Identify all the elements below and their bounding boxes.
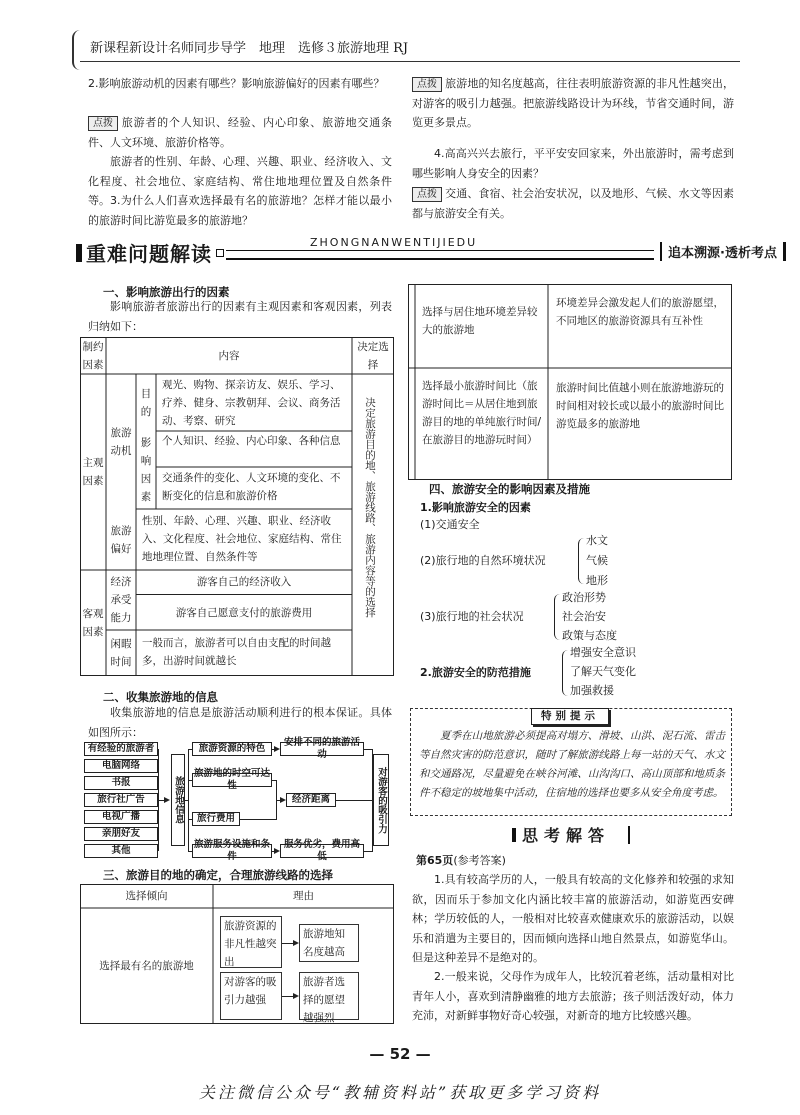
q2: 2.影响旅游动机的因素有哪些？影响旅游偏好的因素有哪些？	[88, 77, 385, 90]
pref-cell: 旅游偏好	[110, 524, 132, 555]
s4-i1: (1)交通安全	[420, 518, 480, 531]
subj-cell: 主观因素	[82, 457, 104, 487]
src-5: 亲朋好友	[84, 827, 158, 841]
r2-cell: 个人知识、经验、内心印象、各种信息	[162, 435, 341, 447]
influence-cell: 影响因素	[140, 437, 152, 503]
special-text: 夏季在山地旅游必须提高对塌方、滑坡、山洪、泥石流、雷击等自然灾害的防范意识，随时了解旅游线路上每一站的天气、水文和交通路况，尽量避免在峡谷河滩、山沟沟口、高山顶部和地质条件不稳定的坡地集中活动，住宿地的选择也要多从安全角度考虑。	[419, 730, 725, 799]
m2-out	[240, 819, 276, 820]
i2-item-2: 地形	[586, 574, 608, 587]
header-rule	[80, 61, 740, 62]
s4-i2: (2)旅行地的自然环境状况	[420, 554, 546, 567]
s3-row2r: 环境差异会激发起人们的旅游愿望，不同地区的旅游资源具有互补性	[556, 297, 724, 327]
s3-h2: 理由	[293, 890, 314, 902]
s4-sub2: 2.旅游安全的防范措施	[420, 666, 531, 679]
b3-box: 对游客的吸引力越强	[220, 972, 282, 1020]
result-box	[373, 754, 389, 846]
th-factor: 制约因素	[82, 341, 104, 371]
center-box	[171, 754, 185, 846]
brace-3	[562, 650, 568, 696]
rc-out	[364, 851, 372, 852]
mid-3: 旅游服务设施和条件	[193, 839, 270, 862]
a4	[412, 184, 734, 223]
mid-0: 旅游资源的特色	[192, 742, 272, 756]
tip-tag: 点拨	[88, 116, 118, 131]
center-label: 旅游地信息	[173, 776, 184, 824]
i2-item-0: 水文	[586, 534, 608, 547]
page-number: — 52 —	[369, 1045, 431, 1063]
special-title: 特别提示	[531, 708, 609, 725]
brace-2	[554, 594, 560, 640]
motive-cell: 旅游动机	[110, 426, 132, 457]
r1-cell: 观光、购物、探亲访友、娱乐、学习、疗养、健身、宗教朝拜、会议、商务活动、考察、研究	[162, 379, 341, 427]
r-b-box: 经济距离	[286, 793, 336, 807]
obj-cell: 客观因素	[82, 608, 104, 638]
banner-pinyin: ZHONGNANWENTIJIEDU	[306, 236, 481, 249]
a2b: 旅游者的性别、年龄、心理、兴趣、职业、经济收入、文化程度、社会地位、家庭结构、常住地地理位置及自然条件等。	[88, 155, 392, 207]
econ-cell: 经济承受能力	[110, 576, 132, 624]
header-title: 新课程新设计名师同步导学 地理 选修３旅游地理 RJ	[90, 41, 409, 56]
econ1-cell: 游客自己的经济收入	[196, 576, 292, 588]
ra-out	[364, 749, 372, 750]
i2-item-1: 气候	[586, 554, 608, 567]
factor-table	[80, 337, 394, 676]
r3-cell: 交通条件的变化、人文环境的变化、不断变化的信息和旅游价格	[162, 472, 341, 502]
m1-out	[272, 780, 276, 781]
src-6: 其他	[84, 844, 158, 858]
banner-line-bottom	[226, 258, 654, 260]
s3-h1: 选择倾向	[125, 890, 168, 902]
tip-tag-3: 点拨	[412, 187, 442, 202]
b4-box: 旅游者选择的愿望越强烈	[299, 972, 359, 1020]
s2-title: 二、收集旅游地的信息	[103, 690, 218, 704]
a2	[88, 113, 392, 152]
banner-marker	[76, 244, 82, 262]
i3-item-0: 政治形势	[562, 591, 606, 604]
result-label: 对游客的吸引力	[376, 766, 387, 834]
banner-title: 重难问题解读	[86, 242, 212, 266]
r-c-box: 服务优劣，费用高低	[280, 844, 364, 858]
src-arrow	[164, 797, 170, 803]
s1-title: 一、影响旅游出行的因素	[103, 285, 230, 299]
think-banner	[512, 822, 632, 846]
think-note: (参考答案)	[453, 854, 506, 867]
think-marker	[512, 828, 516, 842]
b3-arrow	[293, 993, 299, 999]
page-no-text: 52	[389, 1045, 411, 1063]
center-out	[185, 800, 189, 801]
think-title: 思考解答	[522, 826, 611, 845]
econ2-cell: 游客自己愿意支付的旅游费用	[175, 606, 313, 619]
leisure1-cell: 一般而言，旅游者可以自由支配的时间越多，出游时间就越长	[142, 637, 331, 667]
tip-tag-2: 点拨	[412, 77, 442, 92]
a3-text: 旅游地的知名度越高，往往表明旅游资源的非凡性越突出，对游客的吸引力越强。把旅游线路设计为环线，节省交通时间，游览更多景点。	[412, 77, 734, 129]
dest-table-right	[408, 284, 732, 480]
think-p1: 1.具有较高学历的人，一般具有较高的文化修养和较强的求知欲，因而乐于参加文化内涵比较丰富的旅游活动，如游览西安碑林；学历较低的人，一般相对比较喜欢健康欢乐的旅游活动，以娱乐和消遣为主要目的，因而倾向选择山地自然景点，如游览华山。但是这种差异不是绝对的。	[412, 873, 734, 964]
src-1: 电脑网络	[84, 759, 158, 773]
decide-cell: 决定旅游目的地、旅游线路、旅游内容等的选择	[364, 397, 376, 618]
banner-line-top	[226, 250, 654, 251]
info-diagram	[80, 737, 394, 862]
mid-1: 旅游地的时空可达性	[193, 768, 270, 791]
r-a-box: 安排不同的旅游活动	[280, 742, 364, 756]
s3-row3: 选择最小旅游时间比（旅游时间比＝从居住地到旅游目的地的单纯旅行时间/在旅游目的地游玩时间）	[422, 380, 542, 446]
banner-right: 追本溯源·透析考点	[660, 242, 786, 261]
src-2: 书报	[84, 776, 158, 790]
rb-out	[336, 800, 372, 801]
r4-cell: 性别、年龄、心理、兴趣、职业、经济收入、文化程度、社会地位、家庭结构、常住地地理位置、自然条件等	[142, 515, 342, 563]
q4: 4.高高兴兴去旅行，平平安安回家来，外出旅游时，需考虑到哪些影响人身安全的因素？	[412, 147, 734, 180]
a2-text: 旅游者的个人知识、经验、内心印象、旅游地交通条件、人文环境、旅游价格等。	[88, 116, 392, 149]
th-decide: 决定选择	[357, 341, 389, 371]
leisure-cell: 闲暇时间	[110, 638, 132, 668]
i3-item-1: 社会治安	[562, 610, 606, 623]
s2-intro: 收集旅游地的信息是旅游活动顺利进行的根本保证。具体如图所示：	[88, 706, 392, 739]
q3: 3.为什么人们喜欢选择最有名的旅游地？怎样才能以最小的旅游时间比游览最多的旅游地？	[88, 194, 392, 227]
s4-title: 四、旅游安全的影响因素及措施	[429, 482, 590, 496]
a4-text: 交通、食宿、社会治安状况，以及地形、气候、水文等因素都与旅游安全有关。	[412, 187, 734, 220]
i4-item-0: 增强安全意识	[570, 646, 636, 659]
s4-i3: (3)旅行地的社会状况	[420, 610, 524, 623]
s3-title: 三、旅游目的地的确定，合理旅游线路的选择	[103, 868, 333, 882]
i3-item-2: 政策与态度	[562, 629, 617, 642]
think-page	[416, 852, 506, 868]
s3-row1: 选择最有名的旅游地	[99, 960, 194, 972]
i4-item-1: 了解天气变化	[570, 665, 636, 678]
b2-box: 旅游地知名度越高	[299, 924, 359, 962]
b1-arrow	[293, 940, 299, 946]
src-4: 电视广播	[84, 810, 158, 824]
banner-bar	[216, 249, 224, 257]
b1-box: 旅游资源的非凡性越突出	[220, 916, 282, 968]
brace-1	[578, 538, 584, 584]
th-content: 内容	[218, 349, 240, 362]
footer-note: 关注微信公众号“教辅资料站”获取更多学习资料	[198, 1083, 602, 1102]
i4-item-2: 加强救援	[570, 684, 614, 697]
think-page-no: 第65页	[416, 854, 454, 867]
s4-sub1: 1.影响旅游安全的因素	[420, 501, 531, 514]
header-bracket	[72, 30, 80, 70]
a3	[412, 74, 734, 133]
think-p2: 2.一般来说，父母作为成年人，比较沉着老练，活动量相对比青年人小，喜欢到清静幽雅的地方去旅游；孩子则活泼好动，体力充沛，对新鲜事物好奇心较强，对新奇的地方比较感兴趣。	[412, 970, 734, 1022]
s3-row2: 选择与居住地环境差异较大的旅游地	[422, 306, 538, 336]
mid-2: 旅行费用	[192, 812, 240, 826]
section-banner	[76, 236, 777, 268]
s3-row3r: 旅游时间比值越小则在旅游地游玩的时间相对较长或以最小的旅游时间比游览最多的旅游地	[556, 382, 724, 430]
dest-table-left	[80, 884, 394, 1024]
think-bar	[628, 826, 630, 844]
s1-intro: 影响旅游者旅游出行的因素有主观因素和客观因素，列表归纳如下：	[88, 300, 392, 333]
purpose-cell: 目的	[140, 387, 152, 418]
src-0: 有经验的旅游者	[84, 742, 158, 756]
src-3: 旅行社广告	[84, 793, 158, 807]
special-box	[410, 708, 732, 816]
